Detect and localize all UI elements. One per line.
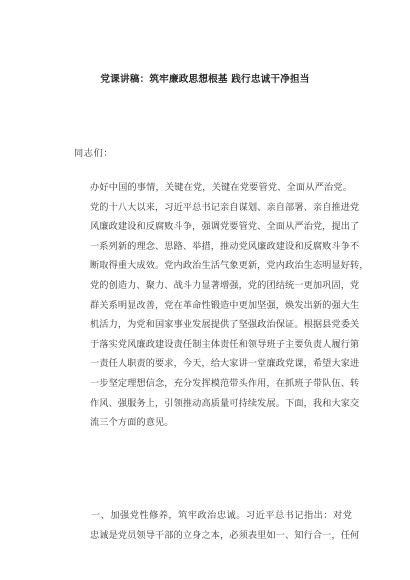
paragraph-line: 于落实党风廉政建设责任制主体责任和领导班子主要负责人履行第 [90,338,360,350]
paragraph-line: 一、加强党性修养，筑牢政治忠诚。习近平总书记指出：对党 [91,510,352,521]
paragraph-line: 一责任人职责的要求，今天，给大家讲一堂廉政党课，希望大家进 [90,358,360,370]
paragraph-line: 忠诚是党员领导干部的立身之本，必须表里如一、知行合一，任何 [90,529,360,541]
paragraph-line: 办好中国的事情，关键在党，关键在党要管党、全面从严治党。 [90,182,352,193]
greeting: 同志们： [74,148,114,159]
paragraph-intro [90,178,369,433]
paragraph-line: 作风、强服务上，引领推动高质量可持续发展。下面，我和大家交 [90,397,360,409]
paragraph-line: 一系列新的理念、思路、举措，推动党风廉政建设和反腐败斗争不 [90,240,360,252]
paragraph-line: 群关系明显改善，党在革命性锻造中更加坚强，焕发出新的强大生 [90,299,360,311]
paragraph-line: 风廉政建设和反腐败斗争，强调党要管党、全面从严治党，提出了 [90,221,360,233]
paragraph-line: 一步坚定理想信念，充分发挥模范带头作用，在抓班子带队伍、转 [90,377,360,389]
paragraph-line: 党的创造力、聚力、战斗力显著增强，党的团结统一更加巩固，党 [90,279,360,291]
document-title: 党课讲稿：筑牢廉政思想根基 践行忠诚干净担当 [100,74,310,85]
paragraph-line: 流三个方面的意见。 [90,417,174,429]
paragraph-section-one [90,506,360,545]
paragraph-line: 断取得重大成效。党内政治生活气象更新，党内政治生态明显好转， [90,260,369,272]
paragraph-line: 党的十八大以来，习近平总书记亲自谋划、亲自部署、亲自推进党 [90,201,360,213]
paragraph-line: 机活力，为党和国家事业发展提供了坚强政治保证。根据县党委关 [90,319,360,331]
